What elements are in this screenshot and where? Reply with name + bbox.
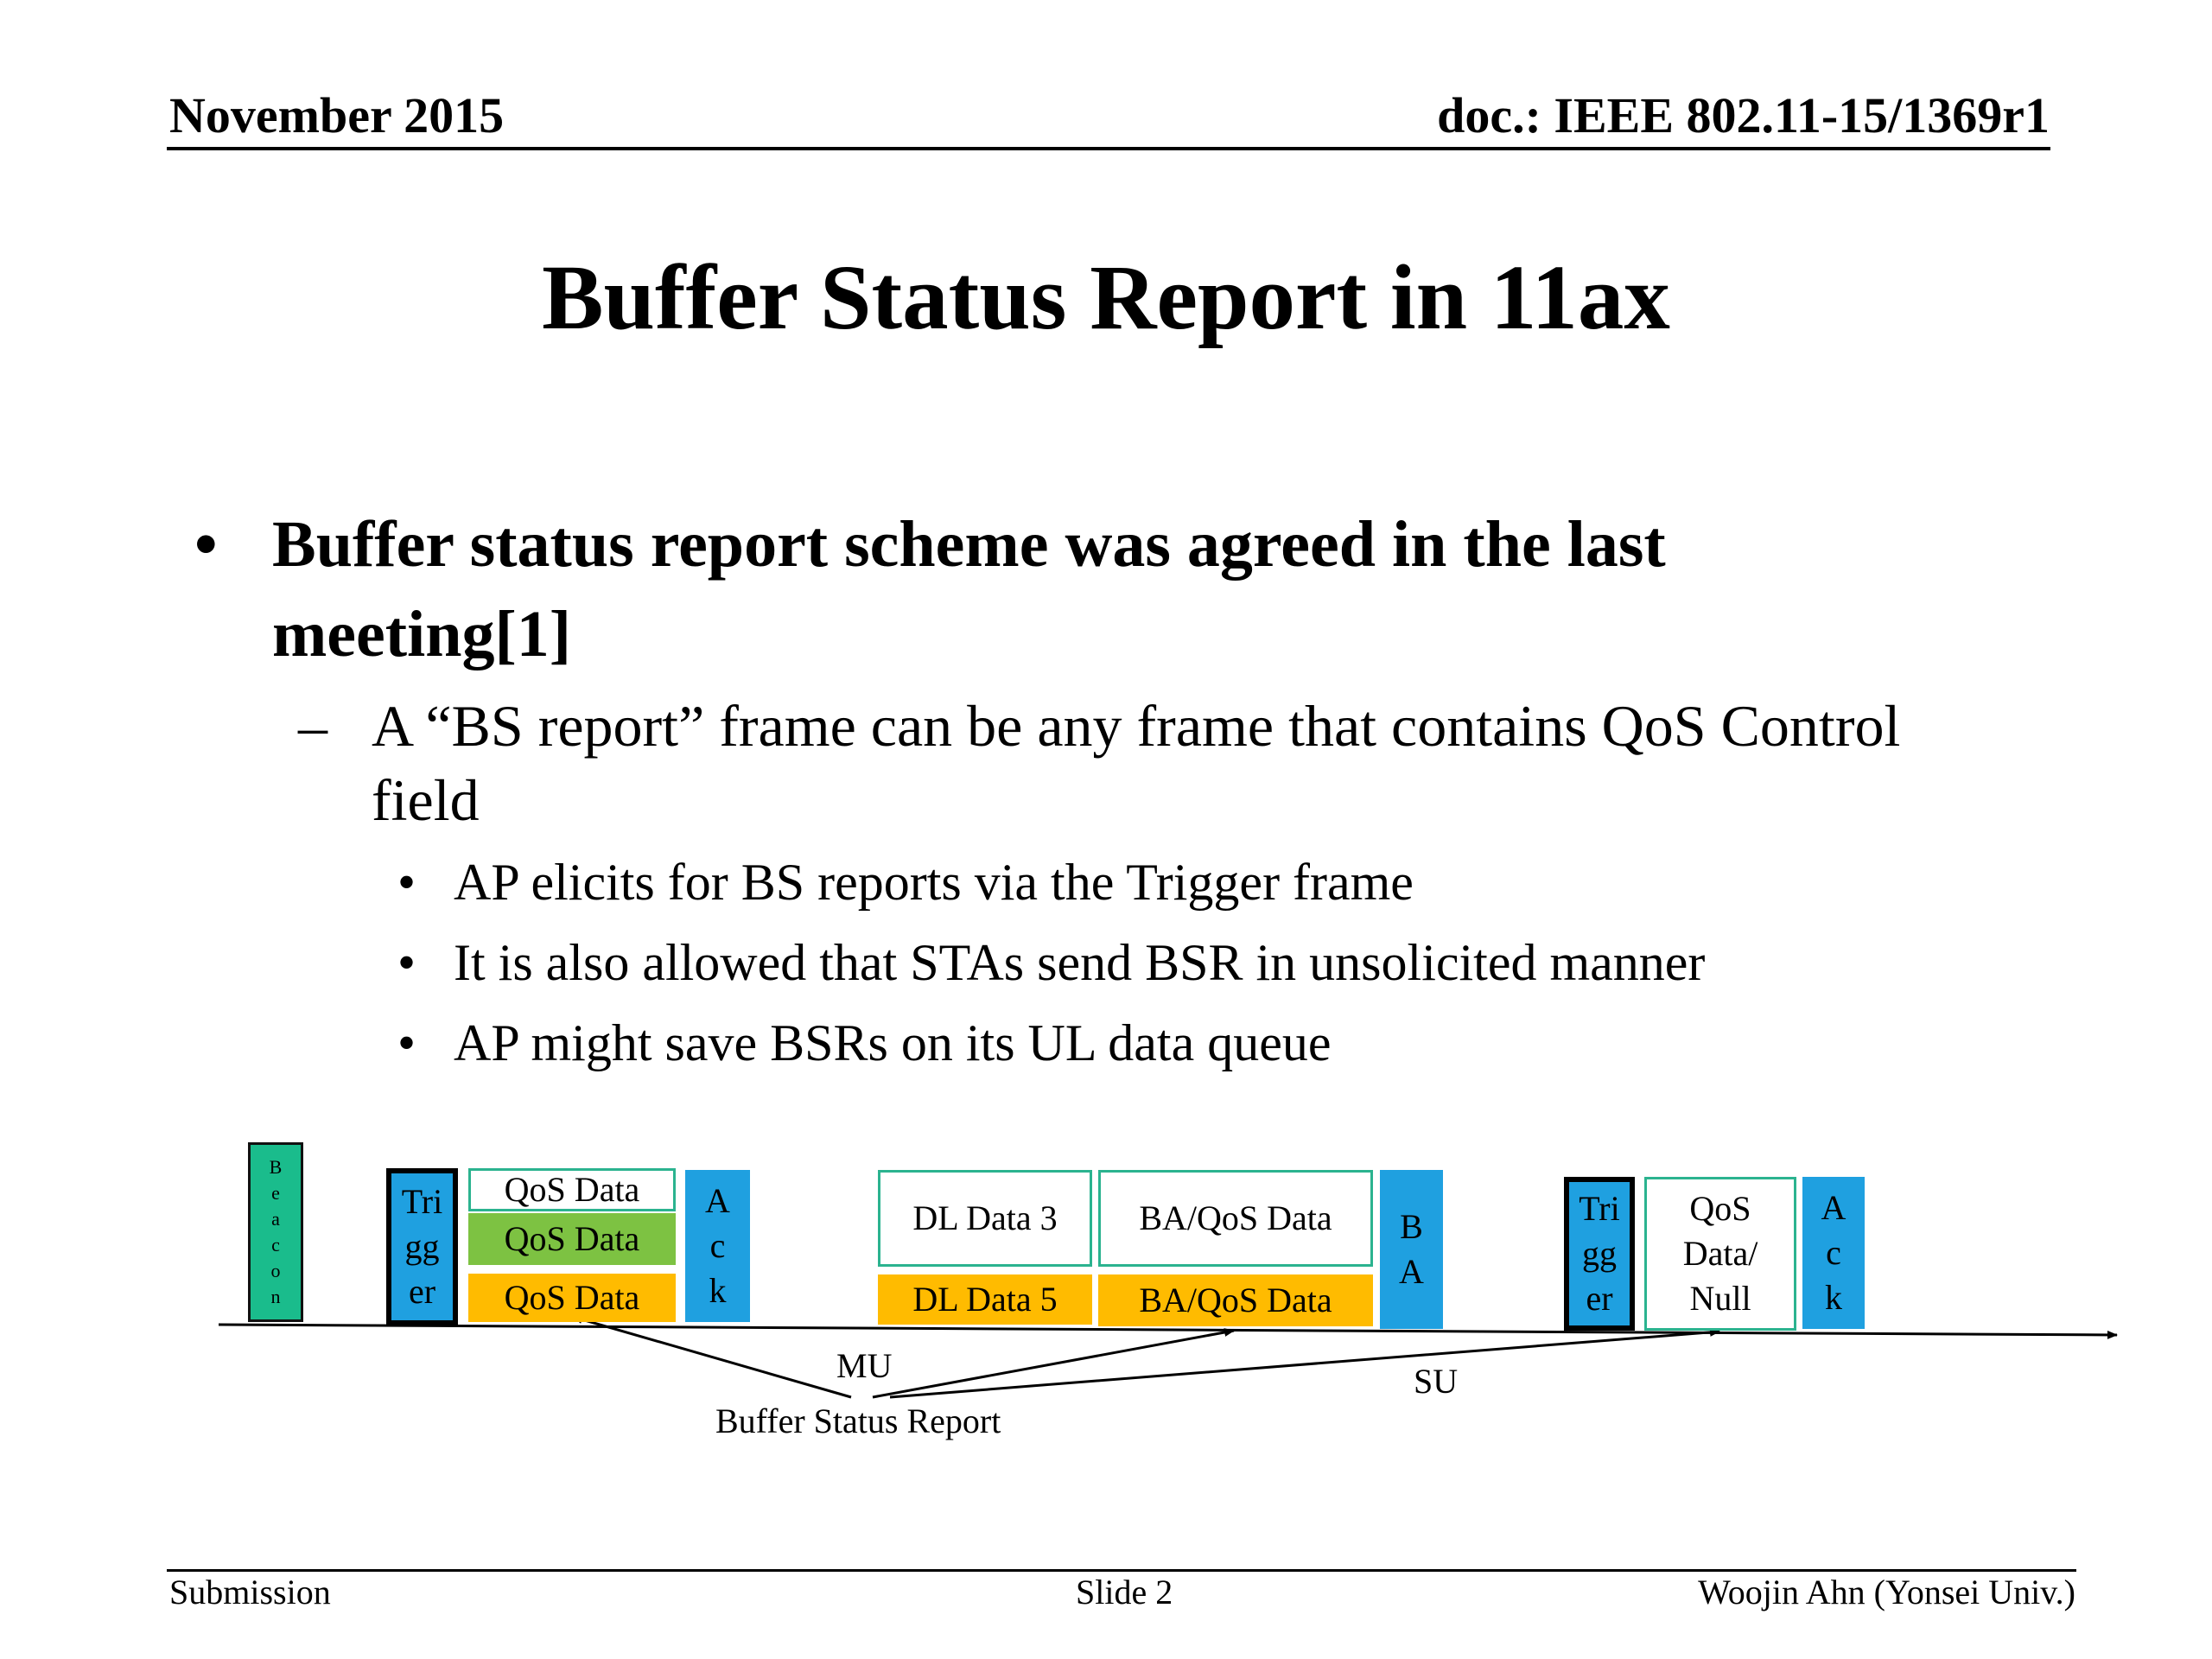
ack-text: A [1821, 1188, 1847, 1227]
ack-frame [685, 1170, 750, 1322]
footer-rule [167, 1569, 2076, 1572]
qos-null-text: Null [1689, 1279, 1751, 1318]
bsr-arrow-su [890, 1332, 1719, 1397]
bullet-marker: – [298, 693, 327, 759]
trigger-text: Tri [401, 1182, 443, 1221]
ack-frame [1802, 1177, 1865, 1329]
beacon-letter: a [271, 1208, 280, 1230]
footer-slide-number: Slide 2 [1076, 1573, 1173, 1611]
footer-submission: Submission [169, 1573, 331, 1611]
beacon-letter: n [270, 1286, 281, 1307]
ack-text: k [709, 1271, 727, 1310]
bullet-level2: A “BS report” frame can be any frame that contains QoS Control field [372, 693, 1901, 833]
slide-title: Buffer Status Report in 11ax [542, 247, 1670, 349]
ack-text: c [1826, 1233, 1841, 1272]
bullet-marker: • [397, 854, 416, 911]
trigger-text: gg [1582, 1234, 1617, 1273]
bullet-marker: • [397, 934, 416, 991]
bullet-level1: Buffer status report scheme was agreed in the last meeting[1] [272, 508, 1666, 671]
dl-data-frame: DL Data 5 [878, 1274, 1092, 1325]
label-mu: MU [836, 1346, 893, 1385]
ba-text: A [1399, 1252, 1424, 1291]
beacon-letter: o [270, 1260, 281, 1281]
beacon-frame [248, 1142, 303, 1322]
bullet-marker: • [194, 508, 218, 581]
trigger-text: Tri [1579, 1189, 1620, 1228]
ba-qos-data-frame: BA/QoS Data [1098, 1170, 1373, 1267]
dl-data-frame: DL Data 3 [878, 1170, 1092, 1267]
ack-text: A [705, 1181, 730, 1220]
label-su: SU [1414, 1362, 1459, 1401]
bsr-arrow-mu-ba [873, 1331, 1234, 1397]
ba-qos-data-frame: BA/QoS Data [1098, 1274, 1373, 1326]
label-buffer-status-report: Buffer Status Report [715, 1402, 1001, 1440]
ack-text: k [1825, 1278, 1842, 1317]
trigger-text: gg [404, 1227, 440, 1266]
header-doc-id: doc.: IEEE 802.11-15/1369r1 [1437, 87, 2050, 143]
block-ack-frame [1380, 1170, 1443, 1329]
trigger-text: er [408, 1272, 436, 1311]
footer-author: Woojin Ahn (Yonsei Univ.) [1698, 1573, 2075, 1611]
bullet-level3: AP elicits for BS reports via the Trigger frame [454, 854, 1414, 911]
beacon-letter: c [271, 1234, 280, 1255]
qos-null-frame [1644, 1177, 1796, 1331]
qos-null-text: QoS [1689, 1189, 1751, 1228]
qos-null-text: Data/ [1682, 1234, 1758, 1273]
trigger-text: er [1586, 1279, 1613, 1318]
ack-text: c [709, 1226, 726, 1265]
bullet-marker: • [397, 1014, 416, 1071]
trigger-frame [386, 1168, 458, 1325]
trigger-frame [1564, 1177, 1635, 1331]
bullet-level3: It is also allowed that STAs send BSR in unsolicited manner [454, 934, 1706, 991]
qos-data-frame: QoS Data [468, 1168, 676, 1211]
bullet-level3: AP might save BSRs on its UL data queue [454, 1014, 1332, 1071]
qos-data-frame: QoS Data [468, 1274, 676, 1322]
qos-data-frame: QoS Data [468, 1213, 676, 1265]
ba-text: B [1400, 1207, 1423, 1246]
beacon-letter: e [271, 1182, 280, 1204]
header-date: November 2015 [169, 87, 505, 143]
beacon-letter: B [269, 1156, 283, 1178]
